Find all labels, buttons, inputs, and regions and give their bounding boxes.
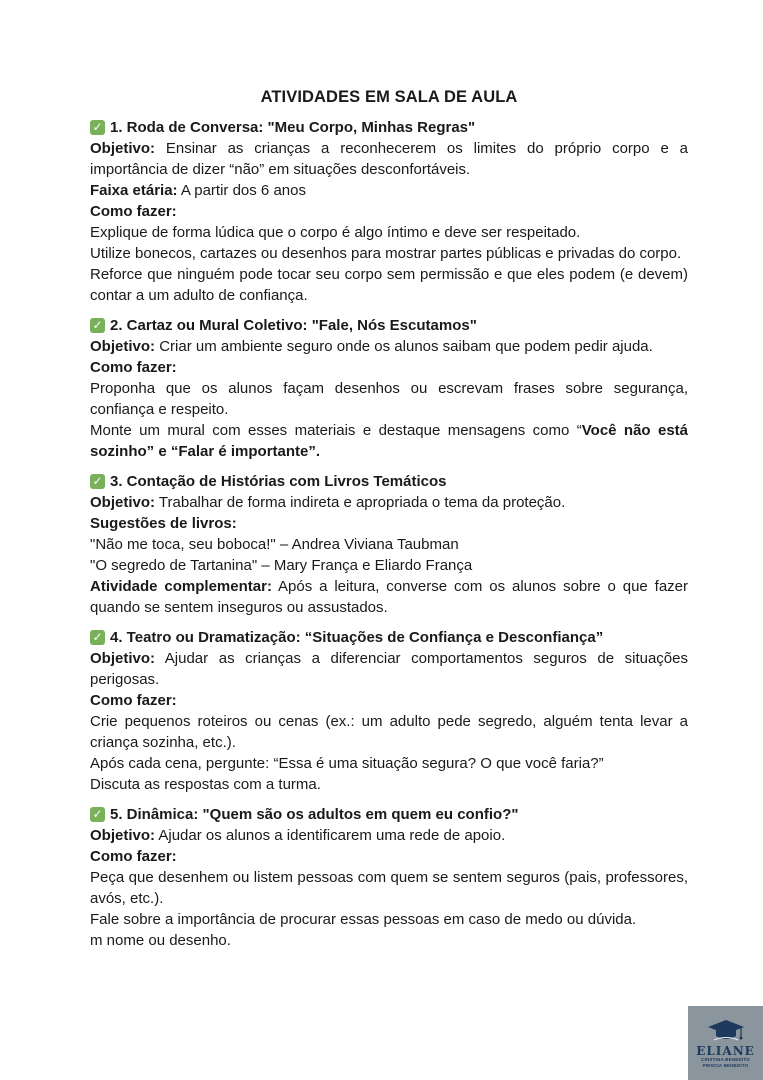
document-page (90, 88, 688, 960)
objective-text: Trabalhar de forma indireta e apropriada o tema da proteção. (158, 494, 566, 511)
section-heading-text: 2. Cartaz ou Mural Coletivo: "Fale, Nós Escutamos" (110, 317, 477, 334)
objective-text: Ensinar as crianças a reconhecerem os limites do próprio corpo e a importância de dizer “não” em situações desconfortáveis. (90, 140, 688, 178)
step-highlight: Você não está sozinho” e “Falar é importante”. (90, 422, 689, 460)
age-label: Faixa etária: (90, 182, 178, 199)
extra-text: Após a leitura, converse com os alunos sobre o que fazer quando se sentem inseguros ou assustados. (90, 578, 688, 616)
step-text: Explique de forma lúdica que o corpo é algo íntimo e deve ser respeitado. (90, 224, 581, 241)
badge-subtitle: CRISTINA BENEDITO (701, 1056, 750, 1062)
section-3 (90, 471, 688, 618)
section-heading (90, 471, 688, 492)
graduation-cap-icon (706, 1018, 746, 1044)
objective-text: Ajudar as crianças a diferenciar comportamentos seguros de situações perigosas. (90, 650, 688, 688)
how-label: Como fazer: (90, 203, 177, 220)
step-text-mixed (90, 420, 688, 462)
section-2 (90, 315, 688, 462)
objective-label: Objetivo: (90, 338, 156, 355)
objective-label: Objetivo: (90, 494, 156, 511)
section-heading-text: 5. Dinâmica: "Quem são os adultos em quem eu confio?" (110, 806, 519, 823)
section-heading (90, 804, 688, 825)
how-label: Como fazer: (90, 692, 177, 709)
objective-line (90, 138, 688, 180)
step-text: Utilize bonecos, cartazes ou desenhos para mostrar partes públicas e privadas do corpo. (90, 245, 682, 262)
how-label: Como fazer: (90, 848, 177, 865)
section-4 (90, 627, 688, 795)
book-item: "O segredo de Tartanina" – Mary França e Eliardo França (90, 557, 473, 574)
objective-line (90, 648, 688, 690)
step-prefix: Monte um mural com esses materiais e destaque mensagens como “ (90, 422, 582, 439)
objective-label: Objetivo: (90, 650, 156, 667)
objective-line (90, 492, 688, 513)
book-item: "Não me toca, seu boboca!" – Andrea Viviana Taubman (90, 536, 459, 553)
extra-label: Atividade complementar: (90, 578, 272, 595)
section-heading-text: 3. Contação de Histórias com Livros Temáticos (110, 473, 447, 490)
section-heading-text: 4. Teatro ou Dramatização: “Situações de Confiança e Desconfiança” (110, 629, 604, 646)
section-heading-text: 1. Roda de Conversa: "Meu Corpo, Minhas Regras" (110, 119, 476, 136)
objective-text: Criar um ambiente seguro onde os alunos saibam que podem pedir ajuda. (159, 338, 653, 355)
check-icon: ✓ (90, 474, 105, 489)
extra-line (90, 576, 688, 618)
objective-label: Objetivo: (90, 140, 156, 157)
step-text: m nome ou desenho. (90, 932, 231, 949)
check-icon: ✓ (90, 630, 105, 645)
check-icon: ✓ (90, 120, 105, 135)
section-1 (90, 117, 688, 306)
badge-name: ELIANE (696, 1043, 755, 1058)
age-line (90, 180, 688, 201)
objective-line (90, 336, 688, 357)
page-title: ATIVIDADES EM SALA DE AULA (260, 88, 518, 106)
badge-subtitle: PRISCIA BENEDITO (702, 1062, 749, 1068)
author-logo-badge (688, 1006, 763, 1080)
step-text: Discuta as respostas com a turma. (90, 776, 321, 793)
step-text: Fale sobre a importância de procurar essas pessoas em caso de medo ou dúvida. (90, 911, 637, 928)
section-heading (90, 117, 688, 138)
step-text: Reforce que ninguém pode tocar seu corpo sem permissão e que eles podem (e devem) contar a um adulto de confiança. (90, 266, 688, 304)
check-icon: ✓ (90, 318, 105, 333)
check-icon: ✓ (90, 807, 105, 822)
section-5 (90, 804, 688, 951)
section-heading (90, 627, 688, 648)
objective-label: Objetivo: (90, 827, 156, 844)
step-text: Após cada cena, pergunte: “Essa é uma situação segura? O que você faria?” (90, 755, 604, 772)
section-heading (90, 315, 688, 336)
step-text: Crie pequenos roteiros ou cenas (ex.: um adulto pede segredo, alguém tenta levar a criança sozinha, etc.). (90, 713, 688, 751)
books-label: Sugestões de livros: (90, 515, 237, 532)
objective-text: Ajudar os alunos a identificarem uma rede de apoio. (158, 827, 506, 844)
how-label: Como fazer: (90, 359, 177, 376)
age-text: A partir dos 6 anos (180, 182, 306, 199)
step-text: Proponha que os alunos façam desenhos ou escrevam frases sobre segurança, confiança e respeito. (90, 380, 688, 418)
step-text: Peça que desenhem ou listem pessoas com quem se sentem seguros (pais, professores, avós, etc.). (90, 869, 688, 907)
objective-line (90, 825, 688, 846)
